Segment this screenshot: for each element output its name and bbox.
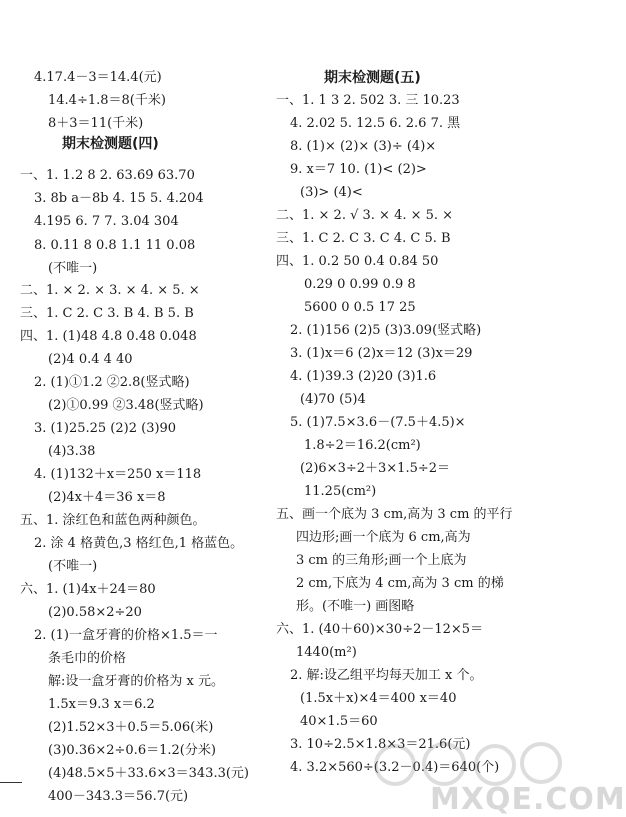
answer-line: (不唯一): [48, 261, 98, 276]
answer-line: 0.29 0 0.99 0.9 8: [304, 277, 416, 292]
answer-line: 2. 涂 4 格黄色,3 格红色,1 格蓝色。: [34, 536, 244, 551]
answer-line: 5600 0 0.5 17 25: [304, 300, 416, 315]
answer-line: 五、画一个底为 3 cm,高为 3 cm 的平行: [276, 507, 513, 522]
answer-line: 3. 8b a－8b 4. 15 5. 4.204: [34, 191, 204, 206]
answer-line: 4. (1)132＋x＝250 x＝118: [34, 467, 202, 482]
answer-line: 3. (1)x＝6 (2)x＝12 (3)x＝29: [290, 346, 473, 361]
answer-line: 三、1. C 2. C 3. C 4. C 5. B: [276, 231, 451, 246]
answer-line: 3. (1)25.25 (2)2 (3)90: [34, 421, 177, 436]
answer-line: 三、1. C 2. C 3. B 4. B 5. B: [20, 306, 194, 321]
section-title: 期末检测题(五): [324, 70, 421, 86]
answer-line: 一、1. 1 3 2. 502 3. 三 10.23: [276, 93, 460, 108]
answer-line: (2)①0.99 ②3.48(竖式略): [48, 398, 204, 413]
answer-line: 1.8÷2＝16.2(cm²): [304, 438, 421, 453]
answer-line: 8. 0.11 8 0.8 1.1 11 0.08: [34, 238, 196, 253]
answer-line: 六、1. (1)4x＋24＝80: [20, 582, 156, 597]
answer-line: 5. (1)7.5×3.6－(7.5＋4.5)×: [290, 415, 466, 430]
answer-line: (4)70 (5)4: [300, 392, 366, 407]
answer-line: 五、1. 涂红色和蓝色两种颜色。: [20, 513, 206, 528]
answer-line: 2. (1)①1.2 ②2.8(竖式略): [34, 375, 190, 390]
answer-line: 11.25(cm²): [304, 484, 377, 499]
answer-line: 1440(m²): [296, 645, 357, 660]
answer-line: 4. 2.02 5. 12.5 6. 2.6 7. 黑: [290, 116, 461, 131]
answer-line: 9. x＝7 10. (1)< (2)>: [290, 162, 427, 177]
answer-line: (1.5x＋x)×4＝400 x＝40: [300, 691, 457, 706]
answer-line: 解:设一盒牙膏的价格为 x 元。: [48, 674, 224, 689]
answer-line: (不唯一): [48, 559, 98, 574]
answer-line: 二、1. × 2. × 3. × 4. × 5. ×: [20, 283, 200, 298]
answer-line: 4.17.4－3＝14.4(元): [34, 70, 162, 85]
answer-line: 1.5x＝9.3 x＝6.2: [48, 697, 155, 712]
answer-line: 4. (1)39.3 (2)20 (3)1.6: [290, 369, 437, 384]
answer-line: 400－343.3＝56.7(元): [48, 789, 189, 804]
answer-line: (2)4x＋4＝36 x＝8: [48, 490, 166, 505]
answer-line: 14.4÷1.8＝8(千米): [48, 93, 166, 108]
answer-line: (2)1.52×3＋0.5＝5.06(米): [48, 720, 214, 735]
answer-line: 条毛巾的价格: [48, 651, 127, 666]
answer-line: 40×1.5＝60: [300, 714, 378, 729]
answer-line: 形。(不唯一) 画图略: [296, 599, 415, 614]
watermark-text: MXQE.COM: [430, 782, 626, 817]
answer-line: 8. (1)× (2)× (3)÷ (4)×: [290, 139, 437, 154]
answer-line: (3)> (4)<: [300, 185, 363, 200]
answer-line: 2 cm,下底为 4 cm,高为 3 cm 的梯: [296, 576, 504, 591]
answer-line: (4)48.5×5＋33.6×3＝343.3(元): [48, 766, 249, 781]
answer-line: 四、1. 0.2 50 0.4 0.84 50: [276, 254, 439, 269]
watermark-logo: [370, 740, 626, 817]
answer-line: 2. (1)一盒牙膏的价格×1.5＝一: [34, 628, 218, 643]
answer-line: 二、1. × 2. √ 3. × 4. × 5. ×: [276, 208, 454, 223]
answer-line: 3 cm 的三角形;画一个上底为: [296, 553, 467, 568]
answer-line: 一、1. 1.2 8 2. 63.6̇9̇ 63.70: [20, 168, 195, 183]
answer-line: (2)6×3÷2＋3×1.5÷2＝: [300, 461, 451, 476]
answer-line: (4)3.38: [48, 444, 96, 459]
answer-line: (3)0.36×2÷0.6＝1.2(分米): [48, 743, 216, 758]
answer-line: 2. (1)156 (2)5 (3)3.09(竖式略): [290, 323, 482, 338]
answer-line: 3. 10÷2.5×1.8×3＝21.6(元): [290, 737, 471, 752]
answer-line: (2)4 0.4 4 40: [48, 352, 133, 367]
answer-line: 四、1. (1)48 4.8 0.48 0.048: [20, 329, 197, 344]
answer-line: 四边形;画一个底为 6 cm,高为: [296, 530, 471, 545]
section-title: 期末检测题(四): [62, 136, 159, 152]
answer-line: (2)0.58×2÷20: [48, 605, 142, 620]
answer-line: 4.195 6. 7 7. 3.04 304: [34, 214, 179, 229]
answer-line: 8＋3＝11(千米): [48, 116, 144, 131]
answer-line: 六、1. (40＋60)×30÷2－12×5＝: [276, 622, 484, 637]
page-edge-mark: [0, 782, 22, 783]
answer-line: 2. 解:设乙组平均每天加工 x 个。: [290, 668, 483, 683]
answer-line: 4. 3.2×560÷(3.2－0.4)＝640(个): [290, 760, 500, 775]
